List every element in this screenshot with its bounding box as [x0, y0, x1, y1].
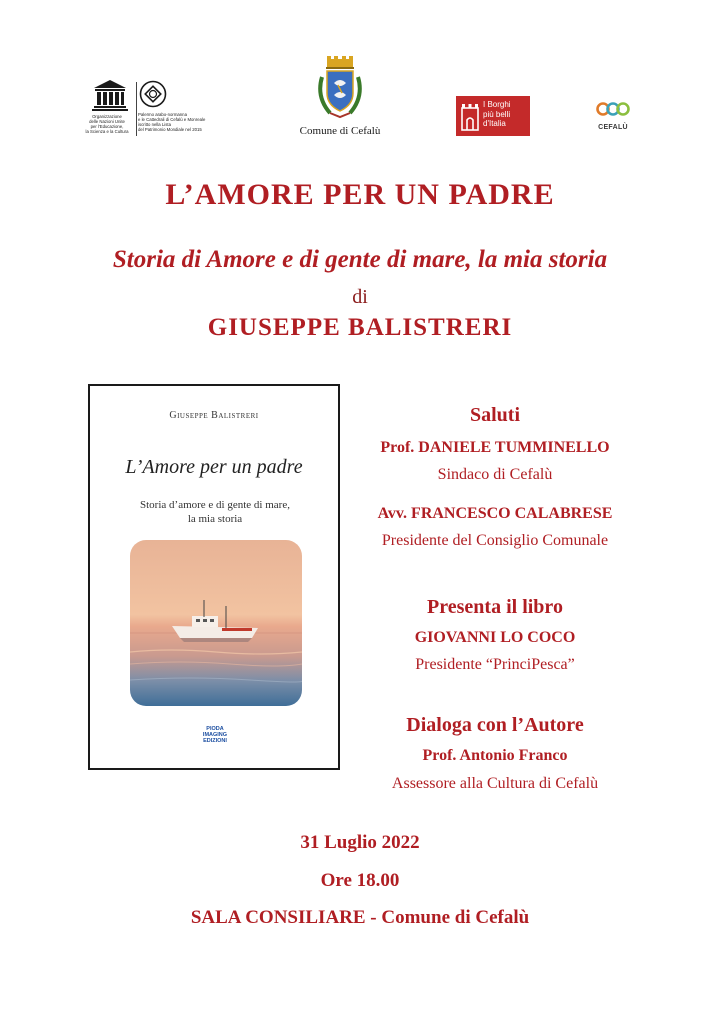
book-cover-image	[88, 384, 340, 770]
event-time: Ore 18.00	[320, 870, 400, 891]
unesco-temple-icon	[92, 78, 128, 112]
cefalu-brand-label: CEFALÙ	[598, 124, 628, 131]
borghi-logo	[456, 96, 530, 136]
cover-title: L’Amore per un padre	[125, 456, 303, 478]
event-date: 31 Luglio 2022	[300, 832, 420, 853]
author-name: GIUSEPPE BALISTRERI	[207, 314, 513, 341]
event-venue: SALA CONSILIARE - Comune di Cefalù	[190, 907, 530, 928]
fishing-boat-photo	[130, 540, 302, 706]
cefalu-brand-logo	[594, 98, 632, 136]
greeter-2-name: Avv. FRANCESCO CALABRESE	[377, 505, 613, 522]
greetings-heading: Saluti	[469, 404, 521, 426]
greeter-1-role: Sindaco di Cefalù	[437, 466, 553, 483]
cover-author: Giuseppe Balistreri	[169, 410, 259, 421]
cefalu-rings-icon	[596, 98, 630, 120]
greeter-1-name: Prof. DANIELE TUMMINELLO	[380, 439, 610, 456]
cefalu-crest-icon	[314, 55, 366, 121]
publisher-logo: PIODA IMAGING EDIZIONI	[202, 726, 228, 744]
presents-heading: Presenta il libro	[427, 596, 563, 618]
unesco-org-text: Organizzazione delle Nazioni Unite per l'Educazione, la Scienza e la Cultura	[85, 114, 129, 134]
presenter-role: Presidente “PrinciPesca”	[415, 656, 575, 673]
world-heritage-emblem-icon	[139, 80, 167, 108]
comune-label: Comune di Cefalù	[299, 125, 381, 137]
unesco-logo	[80, 78, 215, 140]
comune-logo	[290, 55, 390, 140]
sea-sunset-illustration	[130, 540, 302, 706]
heritage-site-text: Palermo arabo-normanna e le Cattedrali di Cefalù e Monreale iscritto nella Lista del Patrimonio Mondiale nel 2015	[138, 112, 206, 132]
presenter-name: GIOVANNI LO COCO	[414, 629, 576, 646]
greeter-2-role: Presidente del Consiglio Comunale	[381, 532, 609, 549]
borghi-text: I Borghi più belli d'Italia	[483, 100, 511, 128]
dialogue-heading: Dialoga con l’Autore	[406, 714, 584, 736]
cover-subtitle: Storia d’amore e di gente di mare, la mia storia	[140, 499, 290, 525]
book-title-heading: L’AMORE PER UN PADRE	[165, 178, 555, 211]
dialogue-role: Assessore alla Cultura di Cefalù	[391, 775, 599, 792]
dialogue-name: Prof. Antonio Franco	[422, 747, 568, 764]
book-subtitle: Storia di Amore e di gente di mare, la mia storia	[112, 246, 608, 273]
logo-divider	[136, 82, 137, 136]
borghi-tower-icon	[460, 102, 480, 132]
by-label: di	[352, 286, 368, 308]
